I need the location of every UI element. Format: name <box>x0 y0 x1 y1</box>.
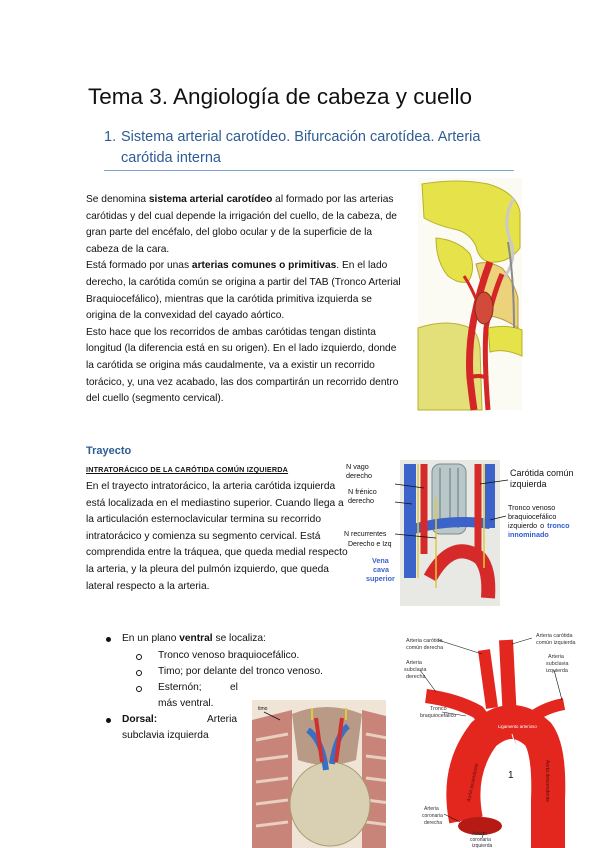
intro-paragraph-2: Está formado por unas arterias comunes o primitivas. En el lado derecho, la carótida común se origina a partir del TAB (Tronco Arterial Braquiocefálico), mientras que la carótida primitiva izquierda se origina de la convexidad del cayado aórtico. <box>86 260 401 322</box>
label-coronaria-der-1: Arteria <box>424 806 439 812</box>
label-superior: superior <box>366 574 395 583</box>
label-n-vago: N vago <box>346 462 369 471</box>
trayecto-heading: Trayecto <box>86 445 132 457</box>
label-n-frenico-derecho: derecho <box>348 496 374 505</box>
trayecto-paragraph: En el trayecto intratorácico, la arteria carótida izquierda está localizada en el mediastino superior. Cuando llega a la articulación esternoclavicular termina su recorrido intratorácico y comienza su segmento cervical. Está comprendida entre la tráquea, que queda medial respecto la arteria, y la pleura del pulmón izquierdo, que queda lateral respecto a la arteria. <box>86 481 348 592</box>
label-subclavia-izq-3: izquierda <box>546 668 568 674</box>
label-carotida-izquierda: izquierda <box>510 479 547 489</box>
label-coronaria-izq-2: coronaria <box>470 837 491 843</box>
label-n-recurrentes: N recurrentes <box>344 531 387 538</box>
head-neck-carotid-figure <box>418 178 522 410</box>
aortic-arch-figure <box>386 630 590 848</box>
label-coronaria-izq-3: izquierda <box>472 843 493 848</box>
label-aorta-descendente: Aorta descendente <box>544 760 550 802</box>
label-izquierdo: izquierdo o tronco <box>508 521 570 530</box>
label-subclavia-der-3: derecha <box>406 674 426 680</box>
figure-marker: 1 <box>508 770 514 781</box>
label-braquiocefalico: braquiocefálico <box>508 512 557 521</box>
sub-bullet <box>136 670 142 676</box>
sub-bullet <box>136 654 142 660</box>
label-subclavia-izq-2: subclavia <box>546 661 569 667</box>
label-coronaria-der-2: coronaria <box>422 813 443 819</box>
section-heading-text: Sistema arterial carotídeo. Bifurcación carotídea. Arteria carótida interna <box>121 129 481 166</box>
label-carotida-comun: Carótida común <box>510 468 574 478</box>
mediastinum-figure <box>340 458 574 608</box>
trayecto-subheading: INTRATORÁCICO DE LA CARÓTIDA COMÚN IZQUIERDA <box>86 465 289 474</box>
bullet-dot <box>106 637 111 642</box>
bullet-dot <box>106 718 111 723</box>
label-tronco-1: Tronco <box>430 706 447 712</box>
label-subclavia-izq-1: Arteria <box>548 654 564 660</box>
label-der-izq: Derecho e Izq <box>348 541 392 548</box>
sub-bullet <box>136 686 142 692</box>
page-title: Tema 3. Angiología de cabeza y cuello <box>88 84 473 109</box>
label-subclavia-der-1: Arteria <box>406 660 422 666</box>
label-carotida-der-1: Arteria carótida <box>406 638 443 644</box>
label-subclavia-der-2: subclavia <box>404 667 427 673</box>
label-ligamento: Ligamento arterioso <box>498 724 537 729</box>
label-timo: timo <box>258 706 268 712</box>
label-n-vago-derecho: derecho <box>346 471 372 480</box>
label-carotida-der-2: común derecha <box>406 645 444 651</box>
thorax-dissection-figure <box>252 700 402 848</box>
intro-paragraph-3: Esto hace que los recorridos de ambas carótidas tengan distinta longitud (la diferencia está en su origen). En el lado izquierdo, donde la carótida se origina más caudalmente, va a existir un recorrido torácico, y, una vez acabado, las dos compartirán un recorrido dentro del cuello (segmento cervical). <box>86 326 399 405</box>
label-coronaria-der-3: derecha <box>424 820 443 826</box>
label-n-frenico: N frénico <box>348 487 377 496</box>
label-tronco-2: braquiocefálico <box>420 713 457 719</box>
label-innominado: innominado <box>508 530 549 539</box>
intro-text <box>86 192 404 408</box>
label-tronco-venoso: Tronco venoso <box>508 503 556 512</box>
label-coronaria-izq-1: Arteria <box>472 831 487 837</box>
section-heading <box>104 127 524 169</box>
label-carotida-izq-1: Arteria carótida <box>536 633 573 639</box>
label-aorta-ascendente: Aorta ascendente <box>466 762 481 803</box>
label-cava: cava <box>373 565 389 574</box>
label-carotida-izq-2: común izquierda <box>536 640 576 646</box>
intro-paragraph-1: Se denomina sistema arterial carotídeo al formado por las arterias carótidas y del cual depende la irrigación del cuello, de la cabeza, de gran parte del encéfalo, del globo ocular y de la superficie de la cabeza de la cara. <box>86 194 397 255</box>
heading-divider <box>104 170 514 171</box>
section-number: 1. <box>104 129 117 145</box>
label-vena: Vena <box>372 556 389 565</box>
